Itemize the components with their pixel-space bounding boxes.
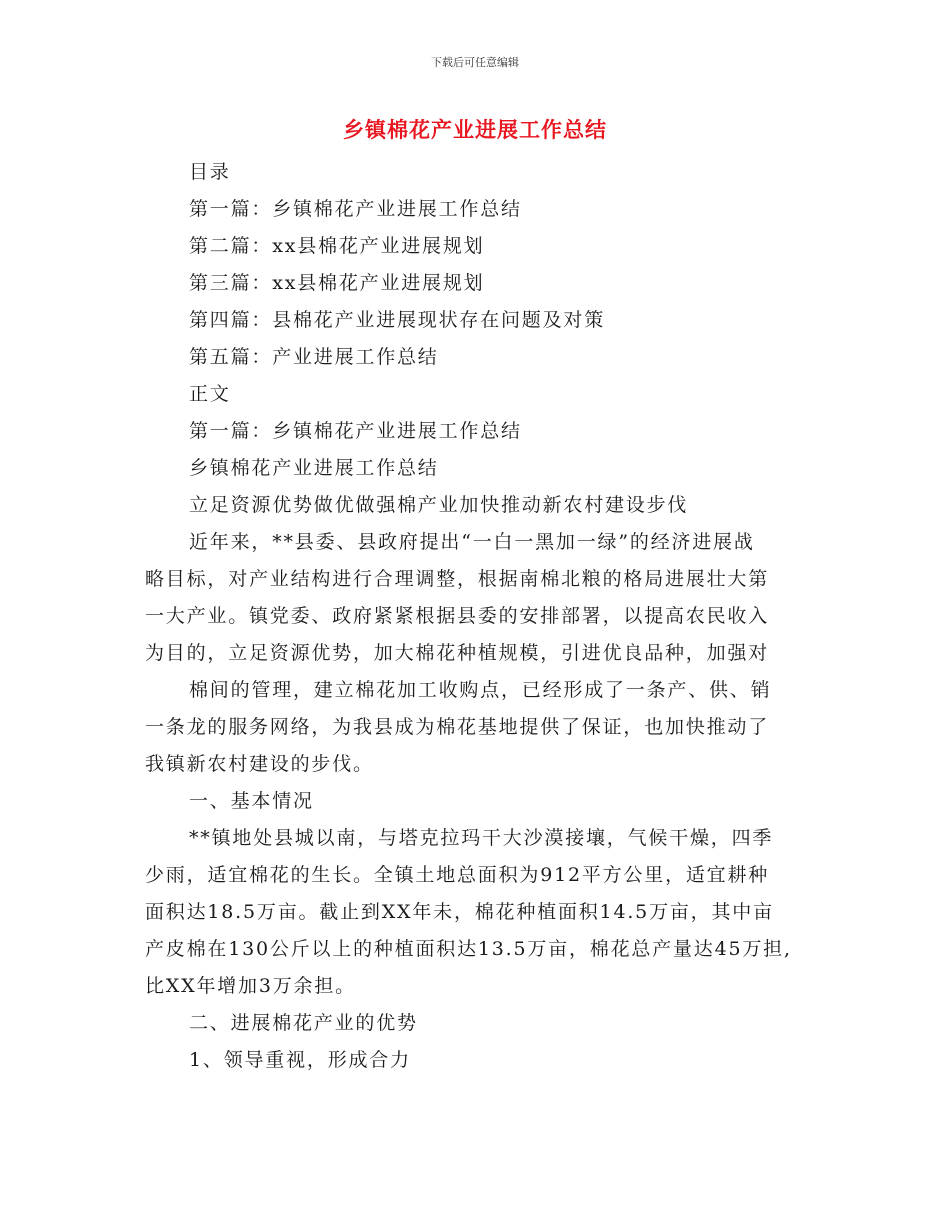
page-header-note: 下载后可任意编辑 — [431, 56, 519, 69]
document-title: 乡镇棉花产业进展工作总结 — [343, 118, 607, 142]
chapter-heading: 第一篇：乡镇棉花产业进展工作总结 — [189, 420, 522, 442]
paragraph-line: 棉间的管理，建立棉花加工收购点，已经形成了一条产、供、销 — [189, 679, 772, 701]
subsection-heading: 1、领导重视，形成合力 — [189, 1049, 411, 1071]
paragraph-line: 略目标，对产业结构进行合理调整，根据南棉北粮的格局进展壮大第 — [145, 568, 770, 590]
section-heading: 二、进展棉花产业的优势 — [189, 1012, 418, 1034]
toc-item: 第二篇：xx县棉花产业进展规划 — [189, 235, 485, 257]
section-heading: 一、基本情况 — [189, 790, 314, 812]
paragraph-line: **镇地处县城以南，与塔克拉玛干大沙漠接壤，气候干燥，四季 — [189, 827, 774, 849]
toc-item: 第一篇：乡镇棉花产业进展工作总结 — [189, 198, 522, 220]
paragraph-line: 我镇新农村建设的步伐。 — [145, 753, 374, 775]
document-body — [145, 154, 810, 1079]
paragraph-line: 为目的，立足资源优势，加大棉花种植规模，引进优良品种，加强对 — [145, 642, 770, 664]
article-title: 乡镇棉花产业进展工作总结 — [189, 457, 439, 479]
article-subtitle: 立足资源优势做优做强棉产业加快推动新农村建设步伐 — [189, 494, 689, 516]
paragraph-line: 一条龙的服务网络，为我县成为棉花基地提供了保证，也加快推动了 — [145, 716, 770, 738]
toc-heading: 目录 — [189, 161, 231, 183]
toc-item: 第四篇：县棉花产业进展现状存在问题及对策 — [189, 309, 606, 331]
paragraph-line: 产皮棉在130公斤以上的种植面积达13.5万亩，棉花总产量达45万担, — [145, 938, 792, 960]
paragraph-line: 少雨，适宜棉花的生长。全镇土地总面积为912平方公里，适宜耕种 — [145, 864, 770, 886]
paragraph-line: 一大产业。镇党委、政府紧紧根据县委的安排部署，以提高农民收入 — [145, 605, 770, 627]
main-text-heading: 正文 — [189, 383, 231, 405]
paragraph-line: 面积达18.5万亩。截止到XX年未，棉花种植面积14.5万亩，其中亩 — [145, 901, 774, 923]
toc-item: 第五篇：产业进展工作总结 — [189, 346, 439, 368]
toc-item: 第三篇：xx县棉花产业进展规划 — [189, 272, 485, 294]
paragraph-line: 近年来，**县委、县政府提出“一白一黑加一绿”的经济进展战 — [189, 531, 755, 553]
paragraph-line: 比XX年增加3万余担。 — [145, 975, 356, 997]
